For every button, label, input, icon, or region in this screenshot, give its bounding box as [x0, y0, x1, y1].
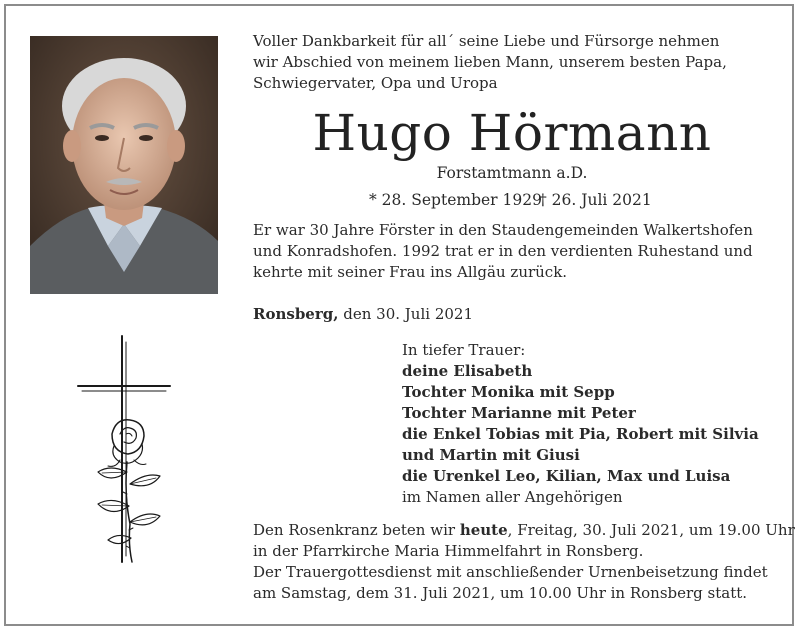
intro-line: wir Abschied von meinem lieben Mann, unserem besten Papa,	[253, 53, 727, 71]
mourner-name: und Martin mit Giusi	[402, 446, 580, 464]
biography	[253, 220, 773, 283]
service-line-1-bold: heute	[459, 521, 508, 539]
deceased-title: Forstamtmann a.D.	[436, 164, 588, 182]
service-line-3: Der Trauergottesdienst mit anschließender Urnenbeisetzung findet	[253, 563, 768, 581]
service-info	[253, 520, 795, 604]
service-line-1	[253, 520, 795, 541]
portrait-photo	[30, 36, 218, 294]
place-date-text: den 30. Juli 2021	[343, 305, 473, 323]
death-date: † 26. Juli 2021	[539, 191, 652, 209]
bio-line: kehrte mit seiner Frau ins Allgäu zurück.	[253, 263, 568, 281]
mourners-closing: im Namen aller Angehörigen	[402, 488, 623, 506]
intro-text	[253, 31, 773, 94]
bio-line: Er war 30 Jahre Förster in den Staudengemeinden Walkertshofen	[253, 221, 753, 239]
deceased-name: Hugo Hörmann	[312, 104, 712, 162]
mourner-name: Tochter Monika mit Sepp	[402, 383, 615, 401]
service-line-1-pre: Den Rosenkranz beten wir	[253, 521, 460, 539]
intro-line: Voller Dankbarkeit für all´ seine Liebe und Fürsorge nehmen	[253, 32, 720, 50]
intro-line: Schwiegervater, Opa und Uropa	[253, 74, 498, 92]
mourners-list	[402, 340, 782, 508]
place-date	[253, 304, 773, 325]
mourners-intro: In tiefer Trauer:	[402, 341, 526, 359]
bio-line: und Konradshofen. 1992 trat er in den verdienten Ruhestand und	[253, 242, 753, 260]
mourner-name: die Enkel Tobias mit Pia, Robert mit Silvia	[402, 425, 759, 443]
service-line-2: in der Pfarrkirche Maria Himmelfahrt in Ronsberg.	[253, 542, 644, 560]
place-city: Ronsberg,	[253, 305, 339, 323]
mourner-name: die Urenkel Leo, Kilian, Max und Luisa	[402, 467, 731, 485]
birth-date: * 28. September 1929	[369, 191, 542, 209]
cross-with-rose-icon	[72, 334, 172, 566]
service-line-4: am Samstag, dem 31. Juli 2021, um 10.00 Uhr in Ronsberg statt.	[253, 584, 748, 602]
service-line-1-post: , Freitag, 30. Juli 2021, um 19.00 Uhr	[507, 521, 795, 539]
mourner-name: deine Elisabeth	[402, 362, 533, 380]
mourner-name: Tochter Marianne mit Peter	[402, 404, 636, 422]
